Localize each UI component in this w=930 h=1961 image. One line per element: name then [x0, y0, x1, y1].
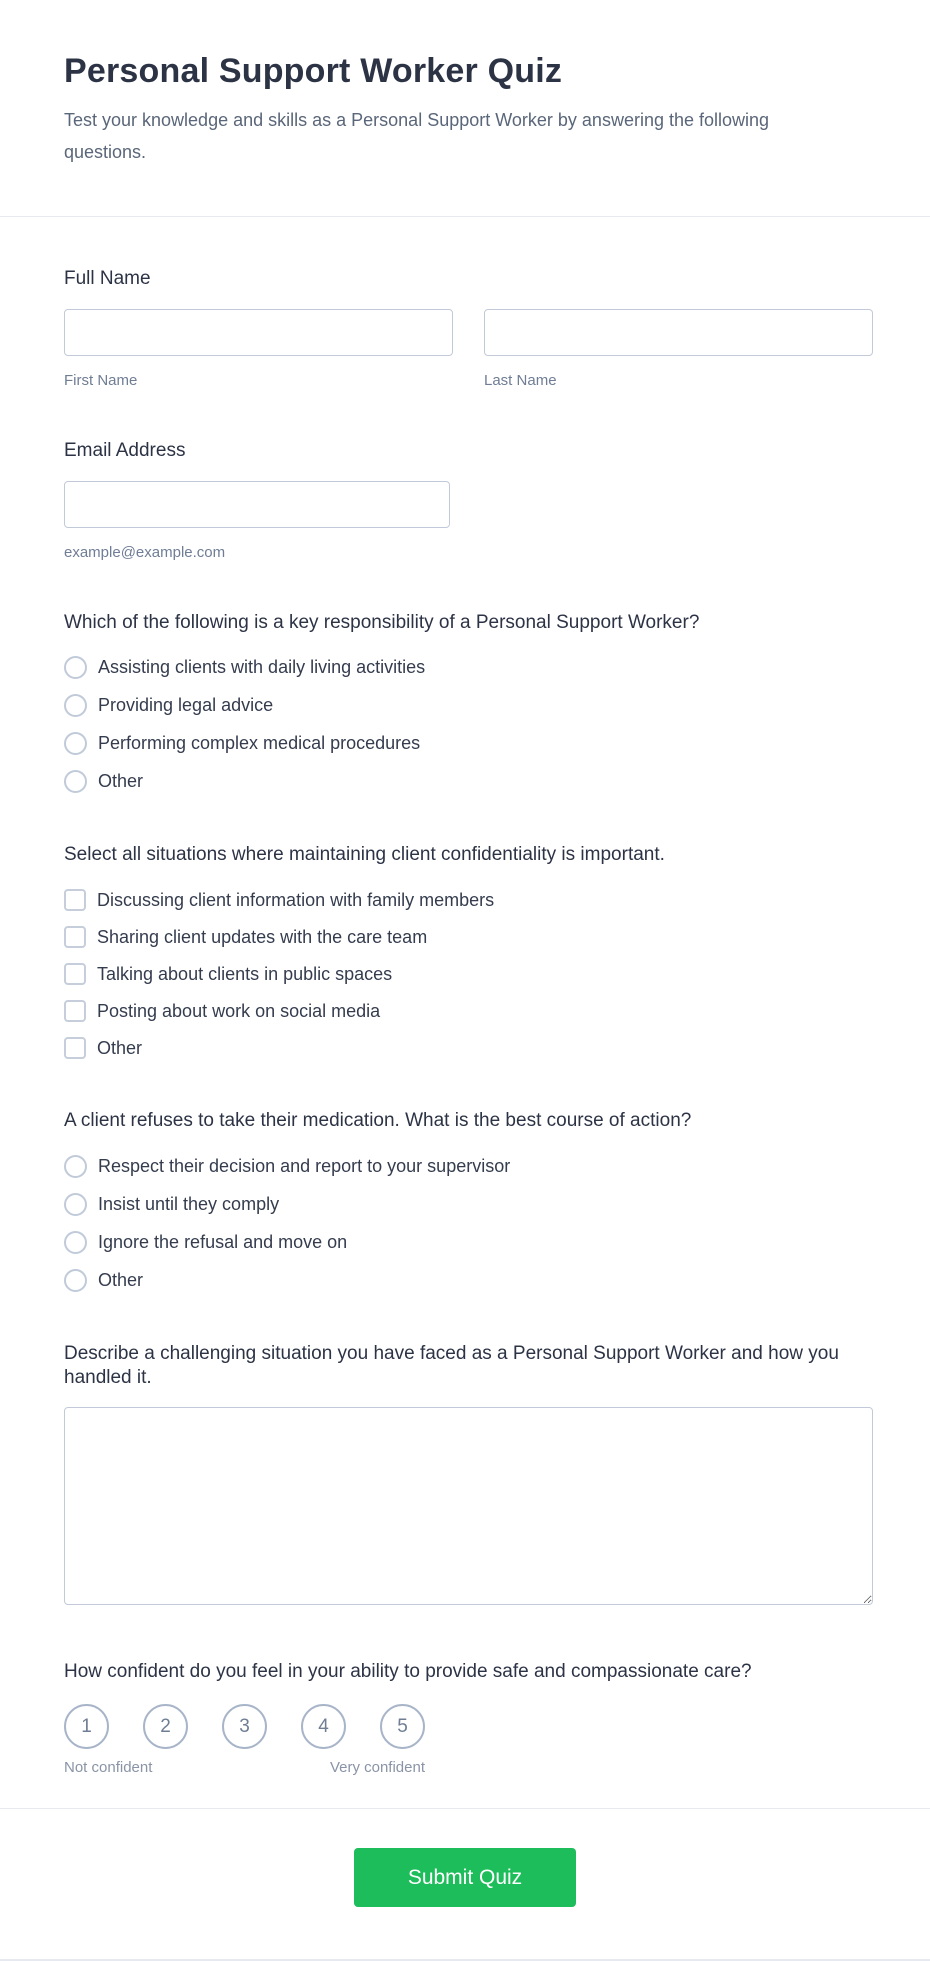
question-label: A client refuses to take their medication. What is the best course of action? — [64, 1110, 692, 1131]
checkbox-option[interactable] — [64, 926, 873, 948]
option-label: Assisting clients with daily living activities — [98, 657, 426, 678]
option-label: Performing complex medical procedures — [98, 733, 421, 754]
last-name-input[interactable] — [484, 309, 873, 356]
full-name-label: Full Name — [64, 268, 151, 289]
scale-option-5[interactable] — [380, 1704, 425, 1749]
scale-option-number: 1 — [81, 1715, 92, 1737]
option-label: Providing legal advice — [98, 695, 274, 716]
first-name-sublabel: First Name — [64, 371, 138, 389]
scale-max-label: Very confident — [329, 1759, 425, 1776]
question-confidentiality — [64, 843, 873, 1059]
first-name-column — [64, 309, 453, 389]
radio-option-other[interactable] — [64, 770, 873, 793]
scale-min-label: Not confident — [64, 1759, 153, 1776]
radio-option-other[interactable] — [64, 1269, 873, 1292]
checkbox-option[interactable] — [64, 889, 873, 911]
checkbox-icon[interactable] — [64, 1000, 86, 1022]
email-label: Email Address — [64, 439, 186, 461]
checkbox-options — [64, 889, 873, 1059]
question-challenging-situation — [64, 1342, 873, 1611]
radio-button-icon[interactable] — [64, 732, 87, 755]
name-inputs-row — [64, 309, 873, 389]
radio-option[interactable] — [64, 694, 873, 717]
option-label: Other — [98, 771, 144, 792]
option-label: Posting about work on social media — [97, 1000, 381, 1021]
first-name-input[interactable] — [64, 309, 453, 356]
radio-options — [64, 1155, 873, 1292]
checkbox-option[interactable] — [64, 963, 873, 985]
radio-option[interactable] — [64, 1193, 873, 1216]
checkbox-option-other[interactable] — [64, 1037, 873, 1059]
question-label: Select all situations where maintaining client confidentiality is important. — [64, 844, 665, 866]
scale-option-4[interactable] — [301, 1704, 346, 1749]
checkbox-icon[interactable] — [64, 889, 86, 911]
checkbox-icon[interactable] — [64, 926, 86, 948]
radio-option[interactable] — [64, 1155, 873, 1178]
option-label: Respect their decision and report to your supervisor — [98, 1155, 511, 1176]
form-header — [0, 0, 930, 217]
question-label: Describe a challenging situation you have faced as a Personal Support Worker and how you handled it. — [64, 1342, 839, 1388]
radio-options — [64, 656, 873, 793]
submit-quiz-button[interactable]: Submit Quiz — [354, 1848, 576, 1907]
checkbox-icon[interactable] — [64, 963, 86, 985]
radio-button-icon[interactable] — [64, 1231, 87, 1254]
field-full-name — [64, 267, 873, 389]
option-label: Other — [97, 1037, 143, 1058]
scale-option-number: 2 — [160, 1715, 171, 1737]
radio-option[interactable] — [64, 1231, 873, 1254]
radio-option[interactable] — [64, 732, 873, 755]
question-confidence-scale — [64, 1660, 873, 1776]
question-label: Which of the following is a key responsibility of a Personal Support Worker? — [64, 611, 700, 633]
scale-labels — [64, 1759, 425, 1776]
last-name-sublabel: Last Name — [484, 371, 557, 389]
scale-option-number: 4 — [318, 1715, 329, 1737]
form-subtitle: Test your knowledge and skills as a Personal Support Worker by answering the following questions. — [64, 110, 770, 162]
checkbox-icon[interactable] — [64, 1037, 86, 1059]
field-email — [64, 439, 873, 561]
option-label: Sharing client updates with the care team — [97, 926, 428, 947]
option-label: Discussing client information with family members — [97, 889, 495, 910]
email-sublabel: example@example.com — [64, 543, 226, 561]
radio-button-icon[interactable] — [64, 694, 87, 717]
email-input-wrap — [64, 481, 450, 528]
email-input[interactable] — [64, 481, 450, 528]
last-name-column — [484, 309, 873, 389]
form-title: Personal Support Worker Quiz — [64, 52, 563, 90]
question-medication-refusal — [64, 1109, 873, 1292]
scale-option-1[interactable] — [64, 1704, 109, 1749]
scale-options — [64, 1704, 425, 1749]
option-label: Insist until they comply — [98, 1193, 280, 1214]
option-label: Other — [98, 1269, 144, 1290]
radio-option[interactable] — [64, 656, 873, 679]
question-label: How confident do you feel in your ability to provide safe and compassionate care? — [64, 1661, 752, 1683]
radio-button-icon[interactable] — [64, 770, 87, 793]
radio-button-icon[interactable] — [64, 1193, 87, 1216]
radio-button-icon[interactable] — [64, 1155, 87, 1178]
option-label: Ignore the refusal and move on — [98, 1231, 348, 1252]
scale-option-number: 3 — [239, 1715, 250, 1737]
radio-button-icon[interactable] — [64, 656, 87, 679]
form-footer — [0, 1808, 930, 1959]
scale-option-number: 5 — [397, 1715, 408, 1737]
option-label: Talking about clients in public spaces — [97, 963, 393, 984]
scale-option-3[interactable] — [222, 1704, 267, 1749]
long-answer-textarea[interactable] — [64, 1407, 873, 1605]
form-body — [0, 217, 930, 1776]
question-responsibility — [64, 611, 873, 794]
scale-option-2[interactable] — [143, 1704, 188, 1749]
checkbox-option[interactable] — [64, 1000, 873, 1022]
radio-button-icon[interactable] — [64, 1269, 87, 1292]
